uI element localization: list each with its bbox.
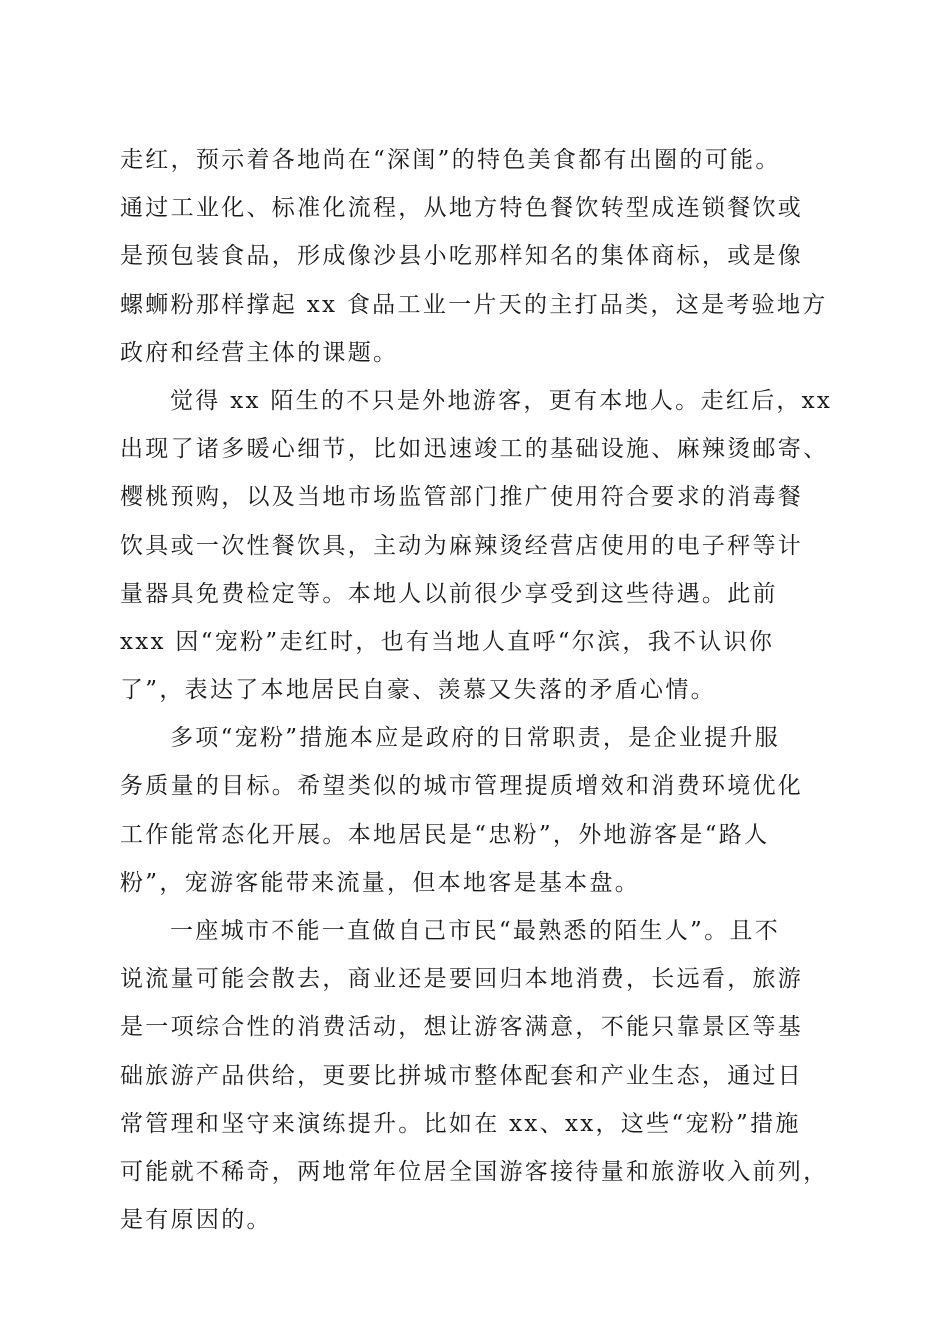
text-line: xxx 因“宠粉”走红时，也有当地人直呼“尔滨，我不认识你 [120, 628, 775, 655]
text-line: 说流量可能会散去，商业还是要回归本地消费，长远看，旅游 [120, 966, 804, 993]
text-line: 可能就不稀奇，两地常年位居全国游客接待量和旅游收入前列， [120, 1158, 829, 1185]
text-line: 樱桃预购，以及当地市场监管部门推广使用符合要求的消毒餐 [120, 484, 804, 511]
text-line: 工作能常态化开展。本地居民是“忠粉”，外地游客是“路人 [120, 821, 770, 848]
paragraph-start-line: 一座城市不能一直做自己市民“最熟悉的陌生人”。且不 [170, 918, 781, 944]
text-line: 出现了诸多暖心细节，比如迅速竣工的基础设施、麻辣烫邮寄、 [120, 436, 829, 463]
text-line: 螺蛳粉那样撑起 xx 食品工业一片天的主打品类，这是考验地方 [120, 291, 828, 318]
paragraph-start-line: 多项“宠粉”措施本应是政府的日常职责，是企业提升服 [170, 725, 781, 752]
text-line: 常管理和坚守来演练提升。比如在 xx、xx，这些“宠粉”措施 [120, 1110, 801, 1137]
text-line: 量器具免费检定等。本地人以前很少享受到这些待遇。此前 [120, 580, 778, 607]
text-line: 础旅游产品供给，更要比拼城市整体配套和产业生态，通过日 [120, 1062, 804, 1089]
text-line: 粉”，宠游客能带来流量，但本地客是基本盘。 [120, 869, 641, 896]
text-line: 是预包装食品，形成像沙县小吃那样知名的集体商标，或是像 [120, 243, 804, 270]
text-line: 是一项综合性的消费活动，想让游客满意，不能只靠景区等基 [120, 1014, 804, 1041]
text-line: 政府和经营主体的课题。 [120, 339, 399, 366]
text-line: 走红，预示着各地尚在“深闺”的特色美食都有出圈的可能。 [120, 147, 781, 173]
text-line: 通过工业化、标准化流程，从地方特色餐饮转型成连锁餐饮或 [120, 195, 804, 222]
text-line: 务质量的目标。希望类似的城市管理提质增效和消费环境优化 [120, 773, 804, 800]
body-text [120, 136, 832, 1244]
text-line: 了”，表达了本地居民自豪、羡慕又失落的矛盾心情。 [120, 677, 716, 704]
paragraph-start-line: 觉得 xx 陌生的不只是外地游客，更有本地人。走红后，xx [170, 387, 833, 414]
text-line: 饮具或一次性餐饮具，主动为麻辣烫经营店使用的电子秤等计 [120, 532, 804, 559]
text-line: 是有原因的。 [120, 1207, 272, 1234]
